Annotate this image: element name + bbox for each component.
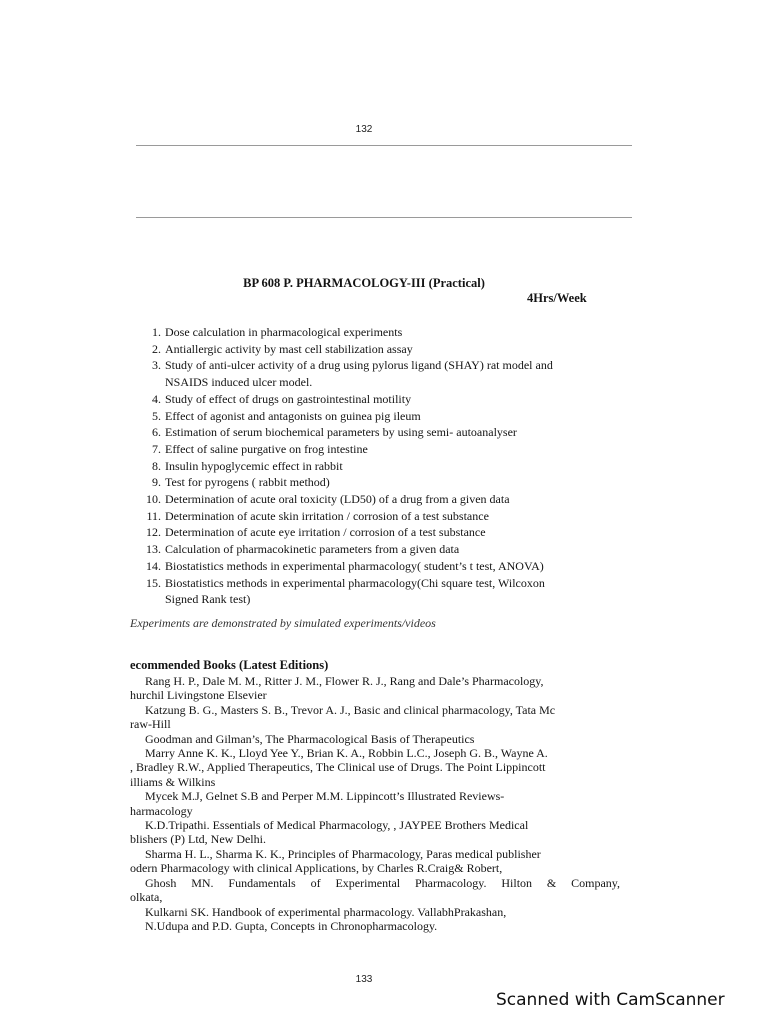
hours-per-week: 4Hrs/Week (527, 291, 587, 305)
book-line: Katzung B. G., Masters S. B., Trevor A. J., Basic and clinical pharmacology, Tata Mc (145, 702, 556, 717)
experiment-text: Study of anti-ulcer activity of a drug using pylorus ligand (SHAY) rat model and (165, 358, 553, 373)
experiment-text: Dose calculation in pharmacological experiments (165, 325, 403, 339)
experiment-number: 14. (146, 558, 161, 573)
book-line: olkata, (130, 890, 163, 905)
experiment-item (136, 575, 616, 608)
experiment-number: 11. (146, 508, 161, 523)
book-line: Marry Anne K. K., Lloyd Yee Y., Brian K. A., Robbin L.C., Joseph G. B., Wayne A. (145, 746, 548, 761)
experiment-number: 3. (152, 358, 161, 373)
course-title: BP 608 P. PHARMACOLOGY-III (Practical) (243, 276, 485, 290)
book-line: Sharma H. L., Sharma K. K., Principles of Pharmacology, Paras medical publisher (145, 846, 541, 861)
experiment-item (136, 474, 616, 491)
book-line: Mycek M.J, Gelnet S.B and Perper M.M. Lippincott’s Illustrated Reviews- (145, 789, 505, 804)
experiment-text: Insulin hypoglycemic effect in rabbit (165, 458, 343, 473)
experiment-item (136, 441, 616, 458)
experiment-text: Test for pyrogens ( rabbit method) (165, 475, 330, 490)
book-line: raw-Hill (130, 717, 171, 732)
experiment-text: Biostatistics methods in experimental pharmacology(Chi square test, Wilcoxon (165, 575, 545, 590)
experiment-item (136, 391, 616, 408)
experiment-item (136, 424, 616, 441)
experiment-text: Determination of acute eye irritation / corrosion of a test substance (165, 525, 486, 540)
book-line: N.Udupa and P.D. Gupta, Concepts in Chronopharmacology. (145, 918, 438, 933)
experiment-item (136, 558, 616, 575)
experiment-text: Effect of saline purgative on frog intestine (165, 441, 368, 456)
experiment-text: Antiallergic activity by mast cell stabilization assay (165, 341, 413, 356)
book-line: blishers (P) Ltd, New Delhi. (130, 832, 266, 847)
book-line: Rang H. P., Dale M. M., Ritter J. M., Flower R. J., Rang and Dale’s Pharmacology, (145, 674, 544, 688)
book-line: harmacology (130, 803, 193, 818)
experiment-number: 4. (152, 391, 161, 406)
experiment-item (136, 524, 616, 541)
experiment-item (136, 341, 616, 358)
header-rule-top (136, 145, 632, 146)
experiment-item (136, 541, 616, 558)
experiment-number: 5. (152, 408, 161, 423)
experiment-number: 15. (146, 575, 161, 590)
scanner-watermark: Scanned with CamScanner (496, 990, 725, 1010)
experiment-text: NSAIDS induced ulcer model. (165, 375, 313, 390)
experiment-number: 1. (152, 325, 161, 339)
book-line: odern Pharmacology with clinical Applications, by Charles R.Craig& Robert, (130, 861, 503, 876)
header-rule-bottom (136, 217, 632, 218)
page-number-top: 132 (355, 124, 373, 135)
experiment-item (136, 408, 616, 425)
experiment-text: Determination of acute oral toxicity (LD50) of a drug from a given data (165, 492, 510, 507)
page-number-bottom: 133 (355, 974, 373, 985)
experiment-number: 10. (146, 492, 161, 507)
books-heading: ecommended Books (Latest Editions) (130, 658, 329, 672)
experiment-number: 8. (152, 458, 161, 473)
experiment-text: Calculation of pharmacokinetic parameters from a given data (165, 542, 460, 557)
experiment-number: 6. (152, 425, 161, 440)
book-line: hurchil Livingstone Elsevier (130, 688, 267, 703)
book-line: Ghosh MN. Fundamentals of Experimental Pharmacology. Hilton & Company, (145, 875, 620, 890)
experiment-text: Biostatistics methods in experimental pharmacology( student’s t test, ANOVA) (165, 558, 544, 573)
experiment-item (136, 491, 616, 508)
experiment-text: Determination of acute skin irritation / corrosion of a test substance (165, 508, 489, 523)
experiment-item (136, 508, 616, 525)
simulation-note: Experiments are demonstrated by simulated experiments/videos (130, 616, 436, 630)
book-line: , Bradley R.W., Applied Therapeutics, The Clinical use of Drugs. The Point Lippincott (130, 760, 546, 775)
experiment-number: 13. (146, 542, 161, 557)
experiment-text: Study of effect of drugs on gastrointestinal motility (165, 391, 412, 406)
experiment-item (136, 357, 616, 390)
experiment-text: Estimation of serum biochemical parameters by using semi- autoanalyser (165, 425, 517, 440)
experiment-number: 2. (152, 341, 161, 356)
experiment-item (136, 324, 616, 341)
experiment-text: Signed Rank test) (165, 592, 251, 607)
book-line: Kulkarni SK. Handbook of experimental pharmacology. VallabhPrakashan, (145, 904, 507, 919)
book-line: K.D.Tripathi. Essentials of Medical Pharmacology, , JAYPEE Brothers Medical (145, 818, 529, 833)
books-list (130, 674, 620, 933)
experiment-text: Effect of agonist and antagonists on guinea pig ileum (165, 408, 421, 423)
book-line: illiams & Wilkins (130, 774, 216, 789)
experiment-number: 12. (146, 525, 161, 540)
experiment-item (136, 458, 616, 475)
experiment-list (136, 324, 616, 608)
book-line: Goodman and Gilman’s, The Pharmacological Basis of Therapeutics (145, 731, 475, 746)
experiment-number: 9. (152, 475, 161, 490)
experiment-number: 7. (152, 441, 161, 456)
